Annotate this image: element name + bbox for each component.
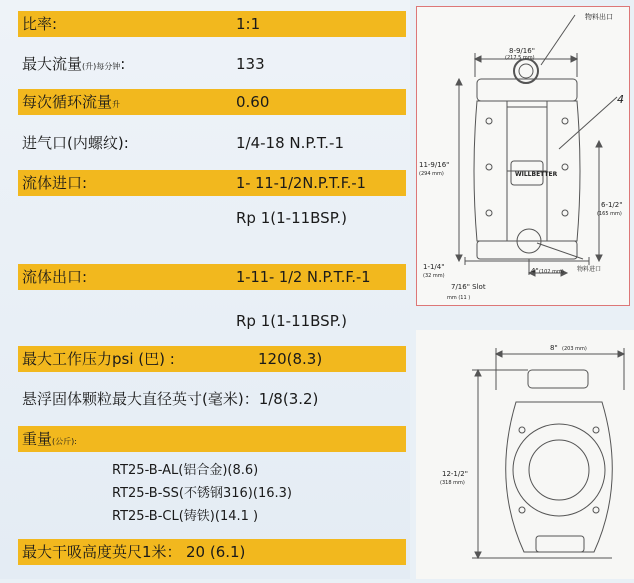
dry-suction-row bbox=[18, 539, 406, 565]
max-flow-label: 最大流量 bbox=[22, 55, 83, 73]
height-mm: (294 mm) bbox=[419, 171, 444, 177]
weight-line-ss: RT25-B-SS(不锈钢316)(16.3) bbox=[112, 486, 292, 501]
air-inlet-value: 1/4-18 N.P.T.-1 bbox=[236, 134, 344, 152]
ratio-row bbox=[18, 11, 406, 37]
side-height-in: 12-1/2" bbox=[442, 470, 468, 478]
per-cycle-row bbox=[18, 89, 406, 115]
fluid-inlet-row bbox=[18, 170, 406, 196]
max-flow-row: 最大流量(升)每分钟: 133 bbox=[18, 51, 406, 77]
air-inlet-label: 进气口(内螺纹): bbox=[22, 134, 129, 152]
weight-line-cl: RT25-B-CL(铸铁)(14.1 ) bbox=[112, 509, 259, 524]
side-width-in: 8" bbox=[550, 344, 558, 352]
fluid-inlet-value: 1- 11-1/2N.P.T.F.-1 bbox=[236, 174, 366, 192]
fluid-outlet-row bbox=[18, 264, 406, 290]
per-cycle-label: 每次循环流量 bbox=[22, 93, 113, 111]
brand-label: WILLBETTER bbox=[515, 171, 558, 178]
dry-suction-label: 最大干吸高度英尺1米： bbox=[22, 543, 182, 561]
max-pressure-label: 最大工作压力psi (巴) : bbox=[22, 350, 175, 368]
fluid-outlet-value: 1-11- 1/2 N.P.T.F.-1 bbox=[236, 268, 371, 286]
weight-label: 重量 bbox=[22, 430, 53, 448]
weight-unit: (公斤): bbox=[52, 437, 77, 446]
side-mm: (165 mm) bbox=[597, 211, 622, 217]
fluid-inlet-bsp: Rp 1(1-11BSP.) bbox=[236, 209, 348, 227]
inlet-label: 物料进口 bbox=[577, 266, 602, 273]
fluid-inlet-label: 流体进口: bbox=[22, 174, 88, 192]
outlet-label: 物料出口 bbox=[585, 13, 613, 21]
weight-line-al: RT25-B-AL(铝合金)(8.6) bbox=[112, 463, 259, 478]
fluid-outlet-bsp: Rp 1(1-11BSP.) bbox=[236, 312, 348, 330]
top-width-mm: (217.5 mm) bbox=[505, 55, 535, 61]
max-pressure-row bbox=[18, 346, 406, 372]
max-pressure-value: 120(8.3) bbox=[258, 350, 323, 368]
base-in: 1-1/4" bbox=[423, 263, 445, 271]
pump-dimension-drawing-front bbox=[416, 6, 630, 306]
fluid-outlet-label: 流体出口: bbox=[22, 268, 88, 286]
callout-number: 4 bbox=[617, 93, 624, 106]
weight-row bbox=[18, 426, 406, 452]
slot-mm: mm (11 ) bbox=[447, 295, 471, 301]
max-flow-value: 133 bbox=[236, 55, 265, 73]
pump-dimension-drawing-side bbox=[416, 330, 634, 579]
pump-front-svg bbox=[417, 7, 631, 307]
bolt-mm: (102 mm) bbox=[539, 269, 564, 275]
side-in: 6-1/2" bbox=[601, 201, 623, 209]
max-flow-unit: (升)每分钟 bbox=[82, 62, 121, 71]
top-width-in: 8-9/16" bbox=[509, 47, 535, 55]
slot-in: 7/16" Slot bbox=[451, 283, 486, 291]
per-cycle-unit: 升 bbox=[112, 100, 121, 109]
bolt-in: 4" bbox=[531, 267, 539, 275]
height-in: 11-9/16" bbox=[419, 161, 450, 169]
ratio-value: 1:1 bbox=[236, 15, 261, 33]
side-height-mm: (318 mm) bbox=[440, 480, 465, 486]
dry-suction-value: 20 (6.1) bbox=[186, 543, 246, 561]
ratio-label: 比率: bbox=[22, 15, 58, 33]
air-inlet-row bbox=[18, 130, 406, 156]
per-cycle-value: 0.60 bbox=[236, 93, 270, 111]
side-width-mm: (203 mm) bbox=[562, 346, 587, 352]
solids-line: 悬浮固体颗粒最大直径英寸(毫米)：1/8(3.2) bbox=[22, 390, 319, 408]
base-mm: (32 mm) bbox=[423, 273, 445, 279]
pump-side-svg bbox=[416, 330, 634, 579]
